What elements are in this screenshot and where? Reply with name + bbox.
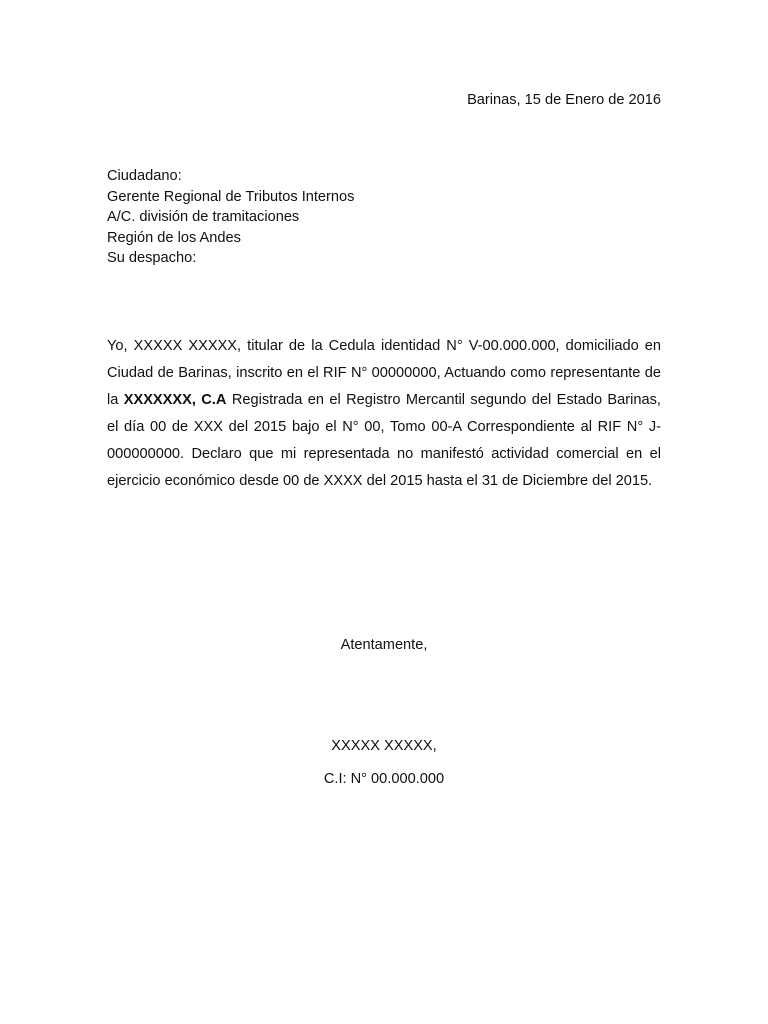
closing-salutation: Atentamente, [340, 637, 428, 653]
signer-id-number: C.I: N° 00.000.000 [323, 771, 445, 787]
recipient-attention: A/C. división de tramitaciones [107, 209, 300, 226]
letter-body [107, 333, 661, 495]
body-text-part2: Registrada en el Registro Mercantil segundo del Estado Barinas, el día 00 de XXX del 2015 bajo el N° 00, Tomo 00-A Correspondiente al RIF N° J-000000000. Declaro que mi representada no manifestó actividad comercial en el ejercicio económico desde 00 de XXXX del 2015 hasta el 31 de Diciembre del 2015. [107, 392, 661, 489]
recipient-office: Su despacho: [107, 250, 197, 267]
recipient-salutation: Ciudadano: [107, 168, 182, 184]
company-name: XXXXXXX, C.A [123, 392, 227, 408]
signer-name: XXXXX XXXXX, [331, 738, 437, 754]
body-text-part1: Yo, XXXXX XXXXX, titular de la Cedula identidad N° V-00.000.000, domiciliado en Ciudad de Barinas, inscrito en el RIF N° 00000000, Actuando como representante de la [107, 338, 661, 408]
date-line: Barinas, 15 de Enero de 2016 [467, 92, 661, 108]
recipient-position: Gerente Regional de Tributos Internos [107, 188, 355, 205]
recipient-region: Región de los Andes [107, 229, 241, 246]
recipient-block [107, 166, 354, 269]
